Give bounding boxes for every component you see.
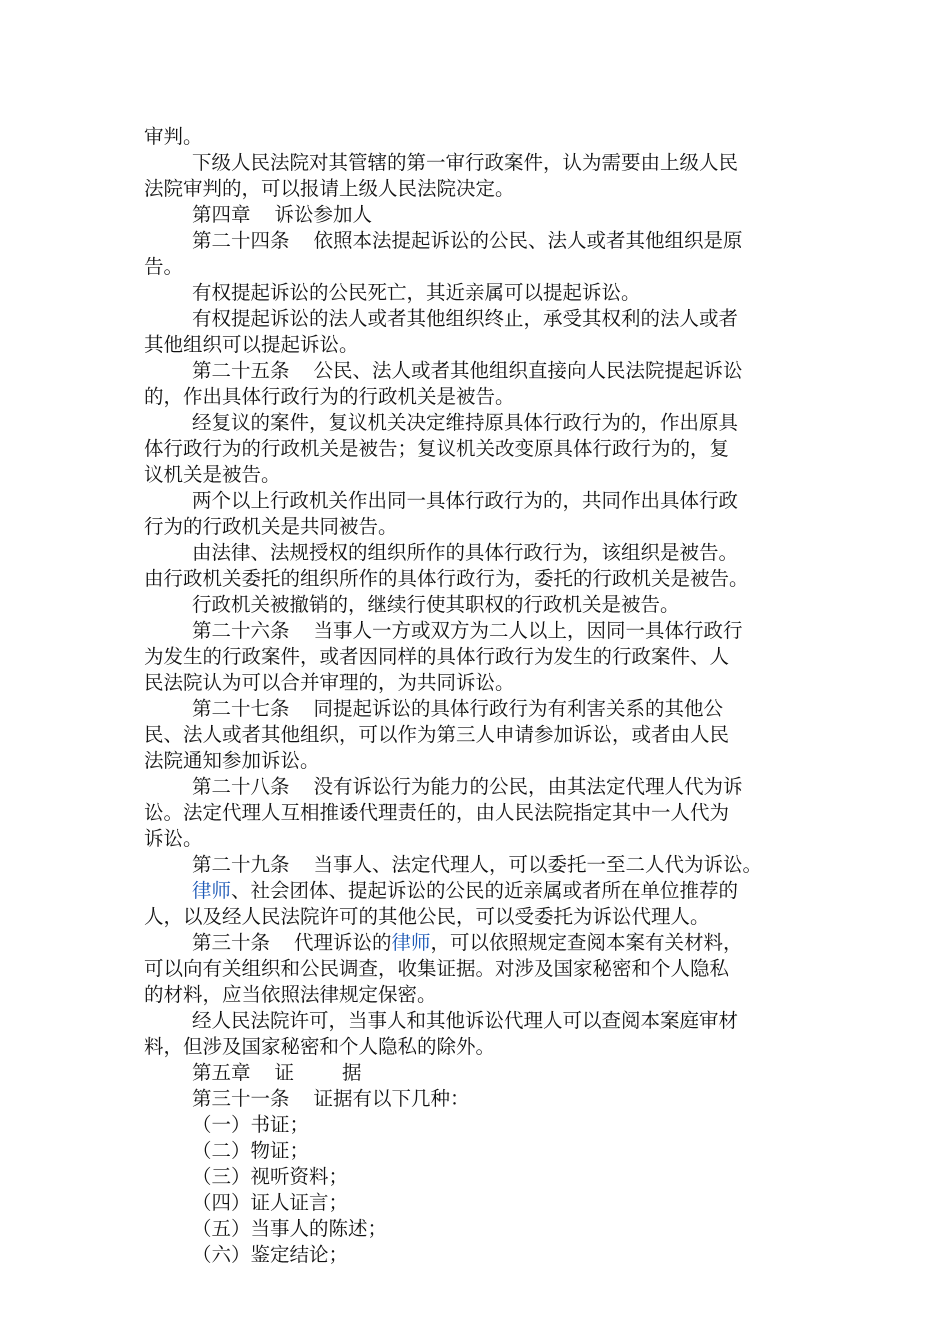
article (144, 618, 824, 644)
text-line: 讼。法定代理人互相推诿代理责任的，由人民法院指定其中一人代为 (144, 801, 730, 824)
paragraph: 两个以上行政机关作出同一具体行政行为的，共同作出具体行政 (192, 489, 739, 512)
text-line: 体行政行为的行政机关是被告；复议机关改变原具体行政行为的，复 (144, 437, 730, 460)
article (144, 852, 824, 878)
article-number: 第二十八条 (192, 775, 290, 798)
text-line: 法院通知参加诉讼。 (144, 749, 320, 772)
list-item: （五）当事人的陈述； (192, 1217, 388, 1240)
text-line: 的材料，应当依照法律规定保密。 (144, 983, 437, 1006)
list-item: （二）物证； (192, 1139, 310, 1162)
text-line: 议机关是被告。 (144, 463, 281, 486)
paragraph: 经人民法院许可，当事人和其他诉讼代理人可以查阅本案庭审材 (192, 1009, 739, 1032)
paragraph (144, 878, 824, 904)
article-number: 第二十九条 (192, 853, 290, 876)
article-text: 同提起诉讼的具体行政行为有利害关系的其他公 (313, 697, 724, 720)
text-line: 料，但涉及国家秘密和个人隐私的除外。 (144, 1035, 496, 1058)
chapter-number: 第四章 (192, 203, 251, 226)
article-text-cont: ，可以依照规定查阅本案有关材料， (430, 931, 743, 954)
text-line: 审判。 (144, 125, 203, 148)
chapter-heading (144, 202, 824, 228)
article-text: 代理诉讼的 (294, 931, 392, 954)
text-line: 可以向有关组织和公民调查，收集证据。对涉及国家秘密和个人隐私 (144, 957, 730, 980)
article (144, 774, 824, 800)
paragraph: 有权提起诉讼的公民死亡，其近亲属可以提起诉讼。 (192, 281, 641, 304)
text-line: 人，以及经人民法院许可的其他公民，可以受委托为诉讼代理人。 (144, 905, 710, 928)
text-line: 行为的行政机关是共同被告。 (144, 515, 398, 538)
chapter-title-part: 证 (274, 1061, 295, 1084)
article-number: 第二十五条 (192, 359, 290, 382)
chapter-title: 诉讼参加人 (274, 203, 373, 226)
article (144, 228, 824, 254)
article-text: 公民、法人或者其他组织直接向人民法院提起诉讼 (313, 359, 743, 382)
list-item: （四）证人证言； (192, 1191, 349, 1214)
article-number: 第三十一条 (192, 1087, 290, 1110)
text-line: 法院审判的，可以报请上级人民法院决定。 (144, 177, 515, 200)
article-text: 证据有以下几种： (313, 1087, 470, 1110)
chapter-number: 第五章 (192, 1061, 251, 1084)
article (144, 358, 824, 384)
text-line: 民法院认为可以合并审理的，为共同诉讼。 (144, 671, 515, 694)
article-number: 第三十条 (192, 931, 271, 954)
article-number: 第二十六条 (192, 619, 290, 642)
chapter-title-part: 据 (342, 1061, 362, 1084)
article-number: 第二十七条 (192, 697, 290, 720)
article (144, 1086, 824, 1112)
paragraph: 经复议的案件，复议机关决定维持原具体行政行为的，作出原具 (192, 411, 739, 434)
paragraph: 下级人民法院对其管辖的第一审行政案件，认为需要由上级人民 (192, 151, 739, 174)
lawyer-link[interactable]: 律师 (192, 879, 232, 902)
lawyer-link[interactable]: 律师 (391, 931, 431, 954)
article-text: 依照本法提起诉讼的公民、法人或者其他组织是原 (313, 229, 743, 252)
list-item: （一）书证； (192, 1113, 310, 1136)
list-item: （六）鉴定结论； (192, 1243, 349, 1266)
text-line: 告。 (144, 255, 184, 278)
text-line: 其他组织可以提起诉讼。 (144, 333, 359, 356)
paragraph: 有权提起诉讼的法人或者其他组织终止，承受其权利的法人或者 (192, 307, 739, 330)
chapter-heading (144, 1060, 824, 1086)
text-line: 由行政机关委托的组织所作的具体行政行为，委托的行政机关是被告。 (144, 567, 749, 590)
article-text: 没有诉讼行为能力的公民，由其法定代理人代为诉 (313, 775, 743, 798)
text-line: 诉讼。 (144, 827, 203, 850)
article-number: 第二十四条 (192, 229, 290, 252)
article-text: 当事人、法定代理人，可以委托一至二人代为诉讼。 (313, 853, 763, 876)
list-item: （三）视听资料； (192, 1165, 349, 1188)
document-body (144, 124, 824, 1268)
paragraph-text: 、社会团体、提起诉讼的公民的近亲属或者所在单位推荐的 (231, 879, 739, 902)
paragraph: 由法律、法规授权的组织所作的具体行政行为，该组织是被告。 (192, 541, 739, 564)
text-line: 民、法人或者其他组织，可以作为第三人申请参加诉讼，或者由人民 (144, 723, 730, 746)
paragraph: 行政机关被撤销的，继续行使其职权的行政机关是被告。 (192, 593, 680, 616)
text-line: 为发生的行政案件，或者因同样的具体行政行为发生的行政案件、人 (144, 645, 730, 668)
article (144, 696, 824, 722)
text-line: 的，作出具体行政行为的行政机关是被告。 (144, 385, 515, 408)
article (144, 930, 824, 956)
article-text: 当事人一方或双方为二人以上，因同一具体行政行 (313, 619, 743, 642)
